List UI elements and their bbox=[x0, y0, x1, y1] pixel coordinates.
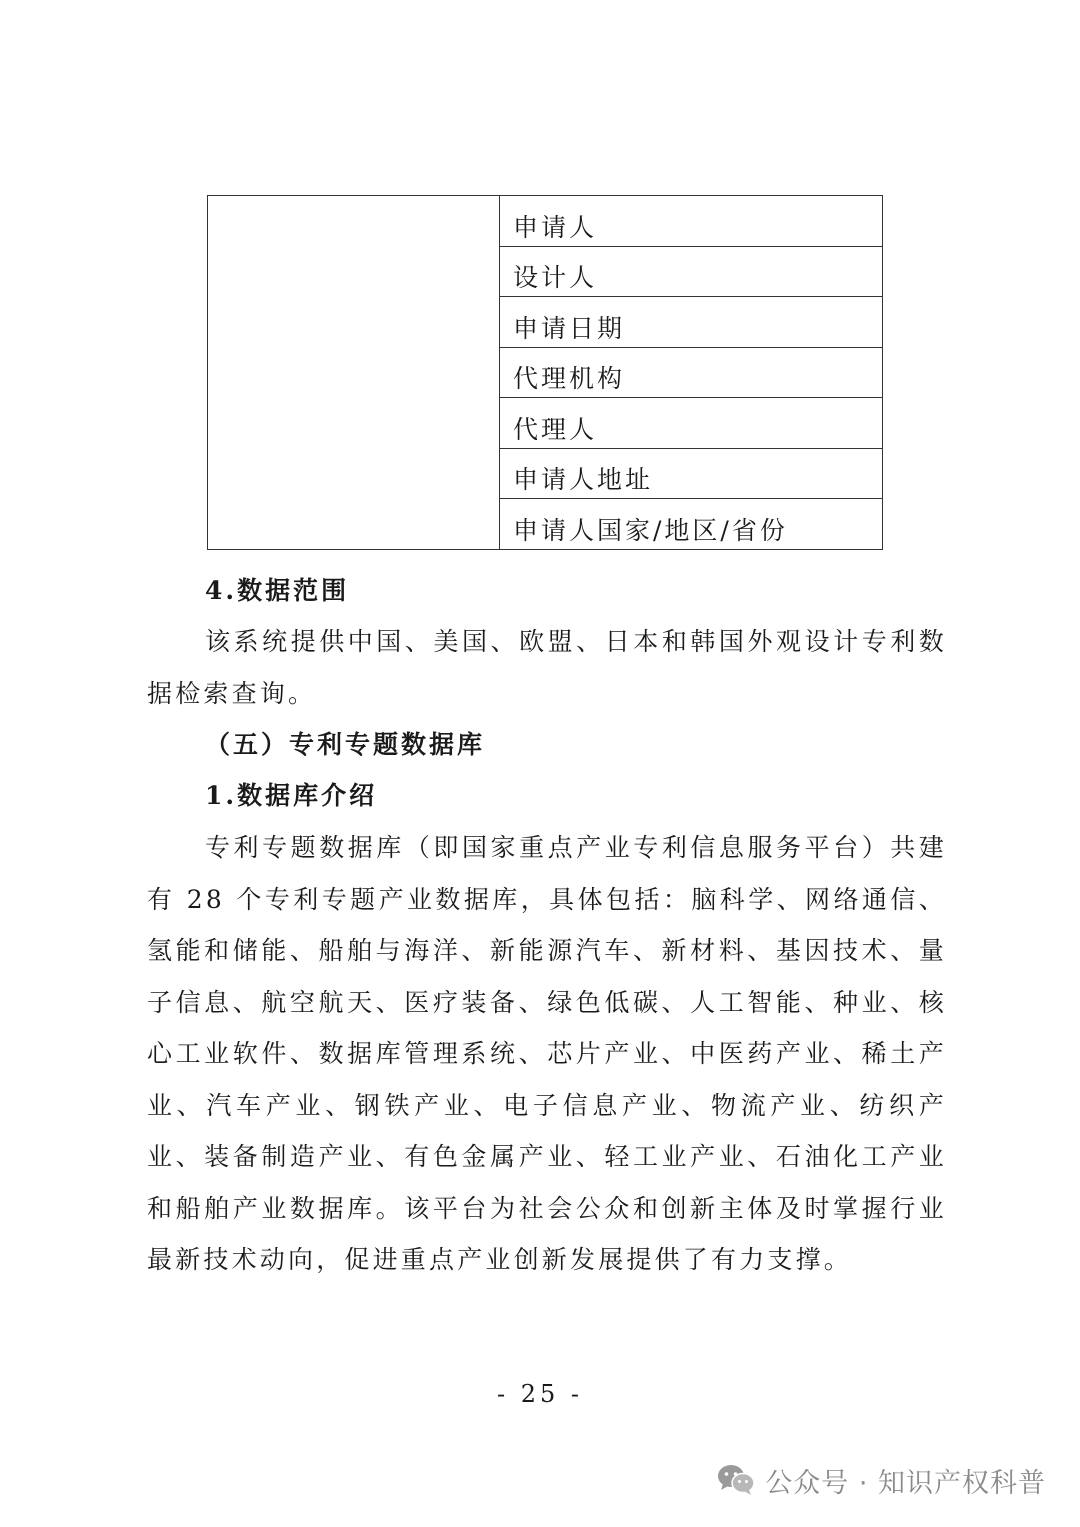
field-name-cell: 代理人 bbox=[500, 398, 883, 449]
field-name-cell: 申请人 bbox=[500, 196, 883, 247]
watermark-text: 公众号 · 知识产权科普 bbox=[765, 1467, 1046, 1499]
page-number: - 25 - bbox=[496, 1380, 583, 1408]
table-row bbox=[208, 196, 883, 247]
merged-category-cell bbox=[208, 196, 500, 550]
field-name-cell: 设计人 bbox=[500, 246, 883, 297]
field-name-cell: 申请人国家/地区/省份 bbox=[500, 499, 883, 550]
section-heading-patent-topic-database: （五）专利专题数据库 bbox=[205, 730, 486, 759]
subsection-heading-database-intro: 1.数据库介绍 bbox=[205, 781, 378, 810]
wechat-watermark bbox=[717, 1460, 1046, 1500]
section-heading-data-scope: 4.数据范围 bbox=[205, 576, 350, 605]
field-name-cell: 代理机构 bbox=[500, 347, 883, 398]
database-intro-paragraph: 专利专题数据库（即国家重点产业专利信息服务平台）共建有 28 个专利专题产业数据库，具体包括：脑科学、网络通信、氢能和储能、船舶与海洋、新能源汽车、新材料、基因技术、量子信息、航空航天、医疗装备、绿色低碳、人工智能、种业、核心工业软件、数据库管理系统、芯片产业、中医药产业、稀土产业、汽车产业、钢铁产业、电子信息产业、物流产业、纺织产业、装备制造产业、有色金属产业、轻工业产业、石油化工产业和船舶产业数据库。该平台为社会公众和创新主体及时掌握行业最新技术动向，促进重点产业创新发展提供了有力支撑。 bbox=[147, 833, 947, 1274]
field-table bbox=[207, 195, 883, 550]
wechat-icon bbox=[717, 1463, 755, 1497]
data-scope-paragraph: 该系统提供中国、美国、欧盟、日本和韩国外观设计专利数据检索查询。 bbox=[147, 627, 947, 708]
field-name-cell: 申请日期 bbox=[500, 297, 883, 348]
field-name-cell: 申请人地址 bbox=[500, 448, 883, 499]
